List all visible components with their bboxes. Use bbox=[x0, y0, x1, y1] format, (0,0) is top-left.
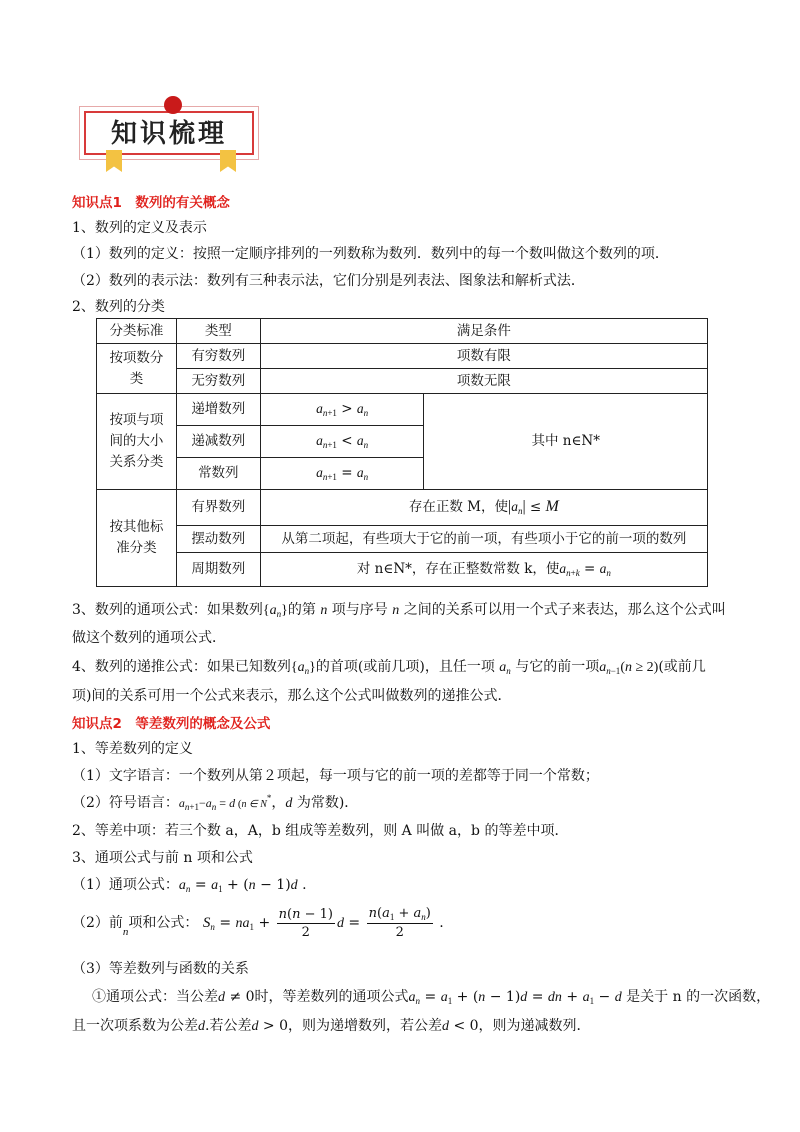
g1-type-finite: 有穷数列 bbox=[176, 344, 260, 369]
kp1-s3-line1: 3、数列的通项公式：如果数列$\{a_n\}$的第 n 项与序号 n 之间的关系可以用一个式子来表达，那么这个公式叫 bbox=[72, 602, 726, 619]
kp2-s2: 2、等差中项：若三个数 a，A，b 组成等差数列，则 A 叫做 a，b 的等差中项． bbox=[72, 823, 569, 839]
g3-type-oscillating: 摆动数列 bbox=[176, 526, 260, 553]
g2-type-constant: 常数列 bbox=[176, 458, 260, 490]
kp2-s3: 3、通项公式与前 n 项和公式 bbox=[72, 850, 253, 866]
th-condition: 满足条件 bbox=[260, 319, 707, 344]
g2-condition: 其中 n∈N* bbox=[424, 394, 708, 490]
kp2-heading: 知识点2 等差数列的概念及公式 bbox=[72, 716, 271, 732]
g1-cond-infinite: 项数无限 bbox=[260, 369, 707, 394]
kp1-s1-2: （2）数列的表示法：数列有三种表示法，它们分别是列表法、图象法和解析式法． bbox=[72, 273, 585, 289]
kp2-p1: ①通项公式：当公差d ≠ 0时，等差数列的通项公式$a_n = a_1 + (n - 1)d$ = dn + $a_1 - d$ 是关于 n 的一次函数， bbox=[92, 989, 771, 1006]
g3-cond-bounded: 存在正数 M，使$|a_n| \le M$ bbox=[260, 490, 707, 526]
g3-label: 按其他标准分类 bbox=[97, 490, 177, 587]
kp2-s3-3: （3）等差数列与函数的关系 bbox=[72, 961, 249, 977]
kp1-s1-1: （1）数列的定义：按照一定顺序排列的一列数称为数列．数列中的每一个数叫做这个数列的项． bbox=[72, 246, 669, 262]
ribbon-left-icon bbox=[106, 150, 122, 172]
g1-label: 按项数分类 bbox=[97, 344, 177, 394]
kp2-s3-2: （2）前$_n$项和公式： $S_n = na_1$ + $\frac{n(n - 1)}{2}$ d = $\frac{n(a_1 + a_n)}{2}$ . bbox=[72, 906, 444, 940]
kp2-s1-2: （2）符号语言：$a_{n+1}-a_n = d$ (n ∈ N*，d 为常数)． bbox=[72, 793, 359, 812]
kp1-s4-line2: 项)间的关系可用一个公式来表示，那么这个公式叫做数列的递推公式． bbox=[72, 688, 512, 704]
kp1-s1: 1、数列的定义及表示 bbox=[72, 220, 207, 236]
g2-type-increasing: 递增数列 bbox=[176, 394, 260, 426]
frac-sum-1: $\frac{n(n - 1)}{2}$ bbox=[278, 906, 333, 940]
kp2-s1-1: （1）文字语言：一个数列从第２项起，每一项与它的前一项的差都等于同一个常数； bbox=[72, 768, 599, 784]
g2-label: 按项与项间的大小关系分类 bbox=[97, 394, 177, 490]
kp2-p2: 且一次项系数为公差d.若公差d > 0，则为递增数列，若公差d < 0，则为递减数列． bbox=[72, 1018, 591, 1034]
g1-cond-finite: 项数有限 bbox=[260, 344, 707, 369]
kp1-heading: 知识点1 数列的有关概念 bbox=[72, 195, 230, 211]
th-standard: 分类标准 bbox=[97, 319, 177, 344]
kp2-s1: 1、等差数列的定义 bbox=[72, 741, 193, 757]
classification-table bbox=[96, 318, 708, 587]
th-type: 类型 bbox=[176, 319, 260, 344]
g1-type-infinite: 无穷数列 bbox=[176, 369, 260, 394]
g3-type-periodic: 周期数列 bbox=[176, 553, 260, 587]
kp2-s3-1: （1）通项公式：$a_n = a_1 + (n - 1)d$ . bbox=[72, 877, 307, 894]
g2-formula-decreasing: $a_{n+1} < a_n$ bbox=[260, 426, 424, 458]
g3-type-bounded: 有界数列 bbox=[176, 490, 260, 526]
kp1-s3-line2: 做这个数列的通项公式． bbox=[72, 630, 226, 646]
g2-formula-increasing: $a_{n+1} > a_n$ bbox=[260, 394, 424, 426]
frac-sum-2: $\frac{n(a_1 + a_n)}{2}$ bbox=[368, 906, 431, 940]
g2-formula-constant: $a_{n+1} = a_n$ bbox=[260, 458, 424, 490]
g3-cond-periodic: 对 n∈N*，存在正整数常数 k，使$a_{n+k} = a_n$ bbox=[260, 553, 707, 587]
kp1-s4-line1: 4、数列的递推公式：如果已知数列$\{a_n\}$的首项(或前几项)，且任一项 $a_n$ 与它的前一项$a_{n-1}(n \ge 2)$(或前几 bbox=[72, 659, 706, 676]
g2-type-decreasing: 递减数列 bbox=[176, 426, 260, 458]
g3-cond-oscillating: 从第二项起，有些项大于它的前一项，有些项小于它的前一项的数列 bbox=[260, 526, 707, 553]
ribbon-right-icon bbox=[220, 150, 236, 172]
kp1-s2: 2、数列的分类 bbox=[72, 299, 165, 315]
banner-title: 知识梳理 bbox=[110, 119, 227, 149]
